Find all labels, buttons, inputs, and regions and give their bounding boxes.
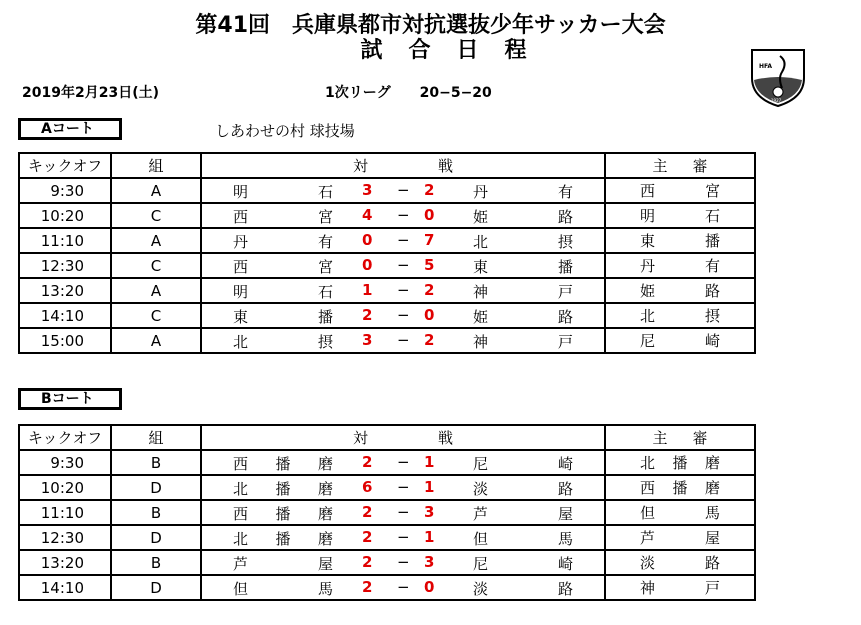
table-row [19,575,755,600]
court-label: Bコート [18,388,122,410]
group: D [111,525,201,550]
score-dash: − [397,528,410,546]
schedule-table [18,424,756,601]
kickoff-time: 15:00 [19,328,111,353]
referee: 神戸 [640,579,720,597]
away-team: 姫路 [473,208,573,226]
referee-cell [605,550,755,575]
venue-name: しあわせの村 球技場 [215,122,355,140]
svg-text:1927: 1927 [771,98,782,103]
svg-text:HFA: HFA [759,63,773,70]
kickoff-time: 13:20 [19,550,111,575]
score-home: 2 [362,453,373,471]
score-dash: − [397,306,410,324]
referee-cell [605,228,755,253]
home-team: 北摂 [233,333,333,351]
away-team: 芦屋 [473,505,573,523]
score-away: 2 [424,331,435,349]
home-team: 西播磨 [233,505,333,523]
score-home: 2 [362,578,373,596]
score-away: 0 [424,206,435,224]
score-dash: − [397,453,410,471]
table-row [19,278,755,303]
referee: 北播磨 [640,454,720,472]
referee-cell [605,278,755,303]
match-cell [201,575,605,600]
score-home: 0 [362,231,373,249]
page-title: 第41回 兵庫県都市対抗選抜少年サッカー大会 [195,13,666,38]
home-team: 芦屋 [233,555,333,573]
referee: 姫路 [640,282,720,300]
table-header [19,425,755,450]
kickoff-time: 10:20 [19,203,111,228]
group: C [111,203,201,228]
score-away: 2 [424,181,435,199]
hfa-logo-icon [748,48,808,108]
referee-header-char: 主 [652,157,668,175]
referee: 丹有 [640,257,720,275]
score-dash: − [397,478,410,496]
score-away: 3 [424,503,435,521]
referee-cell [605,303,755,328]
group: A [111,278,201,303]
home-team: 東播 [233,308,333,326]
match-cell [201,278,605,303]
table-row [19,525,755,550]
table-row [19,303,755,328]
referee-cell [605,203,755,228]
match-cell [201,525,605,550]
match-header-char: 対 [353,429,369,447]
away-team: 淡路 [473,580,573,598]
kickoff-time: 10:20 [19,475,111,500]
kickoff-time: 9:30 [19,450,111,475]
score-dash: − [397,181,410,199]
table-row [19,178,755,203]
referee-header [605,425,755,450]
away-team: 姫路 [473,308,573,326]
table-row [19,550,755,575]
match-cell [201,550,605,575]
score-home: 0 [362,256,373,274]
away-team: 淡路 [473,480,573,498]
score-dash: − [397,578,410,596]
score-away: 5 [424,256,435,274]
away-team: 神戸 [473,283,573,301]
home-team: 西宮 [233,258,333,276]
referee-header [605,153,755,178]
score-home: 3 [362,181,373,199]
score-home: 4 [362,206,373,224]
home-team: 丹有 [233,233,333,251]
table-row [19,203,755,228]
away-team: 尼崎 [473,455,573,473]
match-cell [201,303,605,328]
referee-cell [605,575,755,600]
score-home: 2 [362,306,373,324]
group: C [111,303,201,328]
match-cell [201,178,605,203]
score-dash: − [397,256,410,274]
referee: 東播 [640,232,720,250]
table-row [19,475,755,500]
table-row [19,253,755,278]
kickoff-header: キックオフ [19,153,111,178]
referee: 北摂 [640,307,720,325]
group: B [111,500,201,525]
referee-cell [605,253,755,278]
match-cell [201,500,605,525]
table-row [19,500,755,525]
score-dash: − [397,553,410,571]
score-away: 0 [424,306,435,324]
match-cell [201,203,605,228]
group: D [111,575,201,600]
score-dash: − [397,331,410,349]
group: A [111,178,201,203]
score-away: 1 [424,478,435,496]
referee-header-char: 主 [652,429,668,447]
referee: 尼崎 [640,332,720,350]
kickoff-time: 13:20 [19,278,111,303]
kickoff-time: 9:30 [19,178,111,203]
home-team: 明石 [233,283,333,301]
home-team: 但馬 [233,580,333,598]
match-date: 2019年2月23日(土) [22,85,159,101]
group: D [111,475,201,500]
away-team: 神戸 [473,333,573,351]
group: A [111,228,201,253]
league-info: 1次リーグ 20−5−20 [325,85,492,101]
schedule-table [18,152,756,354]
away-team: 尼崎 [473,555,573,573]
home-team: 明石 [233,183,333,201]
away-team: 北摂 [473,233,573,251]
referee-header-char: 審 [692,429,708,447]
page-subtitle: 試合日程 [360,38,553,63]
table-row [19,450,755,475]
referee: 西宮 [640,182,720,200]
score-away: 0 [424,578,435,596]
score-dash: − [397,503,410,521]
away-team: 但馬 [473,530,573,548]
score-away: 1 [424,528,435,546]
match-cell [201,450,605,475]
referee-cell [605,450,755,475]
score-home: 3 [362,331,373,349]
kickoff-time: 12:30 [19,525,111,550]
referee-header-char: 審 [692,157,708,175]
score-away: 2 [424,281,435,299]
referee: 淡路 [640,554,720,572]
score-dash: − [397,281,410,299]
match-header [201,153,605,178]
referee: 芦屋 [640,529,720,547]
score-home: 2 [362,528,373,546]
referee: 西播磨 [640,479,720,497]
home-team: 北播磨 [233,530,333,548]
referee-cell [605,500,755,525]
score-away: 3 [424,553,435,571]
score-home: 2 [362,503,373,521]
score-away: 7 [424,231,435,249]
match-header [201,425,605,450]
match-cell [201,253,605,278]
score-dash: − [397,206,410,224]
court-label: Aコート [18,118,122,140]
match-header-char: 戦 [437,429,453,447]
group: B [111,550,201,575]
home-team: 西宮 [233,208,333,226]
away-team: 東播 [473,258,573,276]
score-dash: − [397,231,410,249]
kickoff-time: 14:10 [19,303,111,328]
referee-cell [605,178,755,203]
match-header-char: 戦 [437,157,453,175]
referee-cell [605,328,755,353]
referee: 明石 [640,207,720,225]
score-home: 2 [362,553,373,571]
kickoff-time: 12:30 [19,253,111,278]
referee-cell [605,525,755,550]
table-header [19,153,755,178]
match-cell [201,228,605,253]
match-cell [201,328,605,353]
kickoff-header: キックオフ [19,425,111,450]
referee-cell [605,475,755,500]
score-home: 6 [362,478,373,496]
home-team: 西播磨 [233,455,333,473]
group-header: 組 [111,153,201,178]
kickoff-time: 11:10 [19,500,111,525]
group: A [111,328,201,353]
group: B [111,450,201,475]
match-header-char: 対 [353,157,369,175]
table-row [19,328,755,353]
away-team: 丹有 [473,183,573,201]
match-cell [201,475,605,500]
group: C [111,253,201,278]
referee: 但馬 [640,504,720,522]
kickoff-time: 11:10 [19,228,111,253]
home-team: 北播磨 [233,480,333,498]
kickoff-time: 14:10 [19,575,111,600]
score-home: 1 [362,281,373,299]
table-row [19,228,755,253]
score-away: 1 [424,453,435,471]
group-header: 組 [111,425,201,450]
